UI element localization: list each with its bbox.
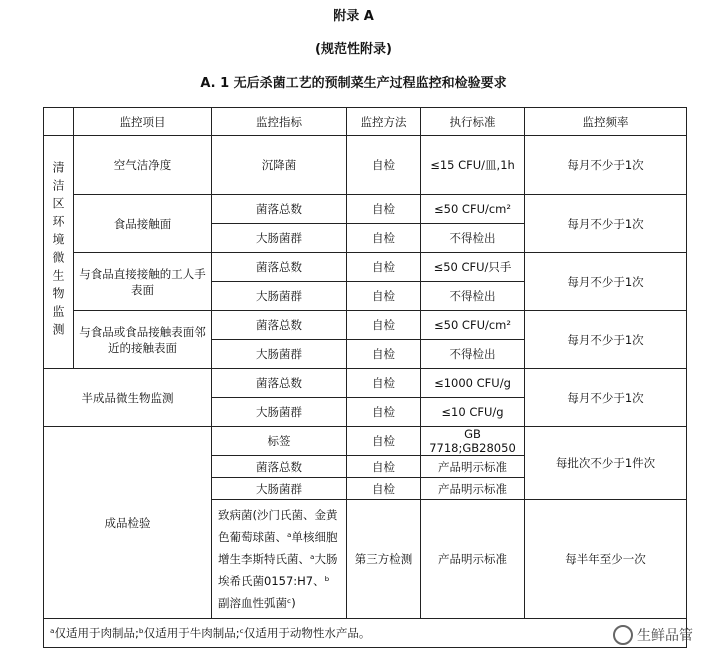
cell-method: 自检 [347, 195, 421, 224]
cell-method: 自检 [347, 478, 421, 500]
table-row [44, 136, 687, 195]
cell-frequency: 每月不少于1次 [525, 195, 687, 253]
cell-frequency: 每月不少于1次 [525, 253, 687, 311]
corner-cell [44, 108, 74, 136]
cell-indicator: 标签 [212, 427, 347, 456]
cell-standard: 不得检出 [421, 282, 525, 311]
cell-frequency: 每月不少于1次 [525, 369, 687, 427]
cell-method: 自检 [347, 224, 421, 253]
normative-label: (规范性附录) [315, 42, 392, 57]
footnote: ᵃ仅适用于肉制品;ᵇ仅适用于牛肉制品;ᶜ仅适用于动物性水产品。 [44, 619, 687, 648]
cell-indicator: 大肠菌群 [212, 398, 347, 427]
cell-standard: 产品明示标准 [421, 456, 525, 478]
cell-indicator: 致病菌(沙门氏菌、金黄色葡萄球菌、ᵃ单核细胞增生李斯特氏菌、ᵃ大肠埃希氏菌0157:H7、ᵇ副溶血性弧菌ᶜ) [212, 500, 347, 619]
cell-method: 自检 [347, 427, 421, 456]
cell-item: 食品接触面 [74, 195, 212, 253]
cell-frequency: 每批次不少于1件次 [525, 427, 687, 500]
col-header: 执行标准 [421, 108, 525, 136]
cell-frequency: 每月不少于1次 [525, 311, 687, 369]
cell-indicator: 大肠菌群 [212, 224, 347, 253]
cell-standard: ≤50 CFU/cm² [421, 195, 525, 224]
table-footnote-row [44, 619, 687, 648]
cell-method: 自检 [347, 340, 421, 369]
cell-indicator: 沉降菌 [212, 136, 347, 195]
cell-item: 成品检验 [44, 427, 212, 619]
col-header: 监控项目 [74, 108, 212, 136]
table-row [44, 311, 687, 340]
col-header: 监控频率 [525, 108, 687, 136]
cell-indicator: 大肠菌群 [212, 478, 347, 500]
cell-standard: 产品明示标准 [421, 500, 525, 619]
cell-item: 空气洁净度 [74, 136, 212, 195]
cell-frequency: 每半年至少一次 [525, 500, 687, 619]
cell-standard: GB 7718;GB28050 [421, 427, 525, 456]
cell-standard: 不得检出 [421, 340, 525, 369]
cell-item: 与食品直接接触的工人手表面 [74, 253, 212, 311]
cell-standard: ≤10 CFU/g [421, 398, 525, 427]
table-row [44, 195, 687, 224]
watermark-text: 生鲜品管 [637, 628, 693, 644]
cell-method: 自检 [347, 456, 421, 478]
table-header-row [44, 108, 687, 136]
cell-indicator: 大肠菌群 [212, 282, 347, 311]
appendix-title: 附录 A [333, 9, 374, 24]
cell-indicator: 大肠菌群 [212, 340, 347, 369]
table-row [44, 369, 687, 398]
cell-method: 自检 [347, 253, 421, 282]
table-row [44, 253, 687, 282]
cell-standard: ≤50 CFU/cm² [421, 311, 525, 340]
watermark [613, 625, 693, 645]
cell-method: 自检 [347, 369, 421, 398]
cell-standard: ≤50 CFU/只手 [421, 253, 525, 282]
cell-indicator: 菌落总数 [212, 311, 347, 340]
col-header: 监控指标 [212, 108, 347, 136]
table-row [44, 427, 687, 456]
col-header: 监控方法 [347, 108, 421, 136]
monitoring-table [43, 107, 687, 648]
wechat-icon [613, 625, 633, 645]
group-label: 清洁区环境微生物监测 [44, 136, 74, 369]
cell-item: 半成品微生物监测 [44, 369, 212, 427]
cell-method: 第三方检测 [347, 500, 421, 619]
cell-indicator: 菌落总数 [212, 195, 347, 224]
cell-method: 自检 [347, 311, 421, 340]
cell-standard: 产品明示标准 [421, 478, 525, 500]
section-title: A. 1 无后杀菌工艺的预制菜生产过程监控和检验要求 [200, 76, 507, 91]
cell-standard: ≤15 CFU/皿,1h [421, 136, 525, 195]
cell-standard: ≤1000 CFU/g [421, 369, 525, 398]
cell-standard: 不得检出 [421, 224, 525, 253]
cell-item: 与食品或食品接触表面邻近的接触表面 [74, 311, 212, 369]
cell-indicator: 菌落总数 [212, 253, 347, 282]
cell-indicator: 菌落总数 [212, 369, 347, 398]
cell-frequency: 每月不少于1次 [525, 136, 687, 195]
cell-method: 自检 [347, 282, 421, 311]
cell-method: 自检 [347, 136, 421, 195]
cell-method: 自检 [347, 398, 421, 427]
cell-indicator: 菌落总数 [212, 456, 347, 478]
